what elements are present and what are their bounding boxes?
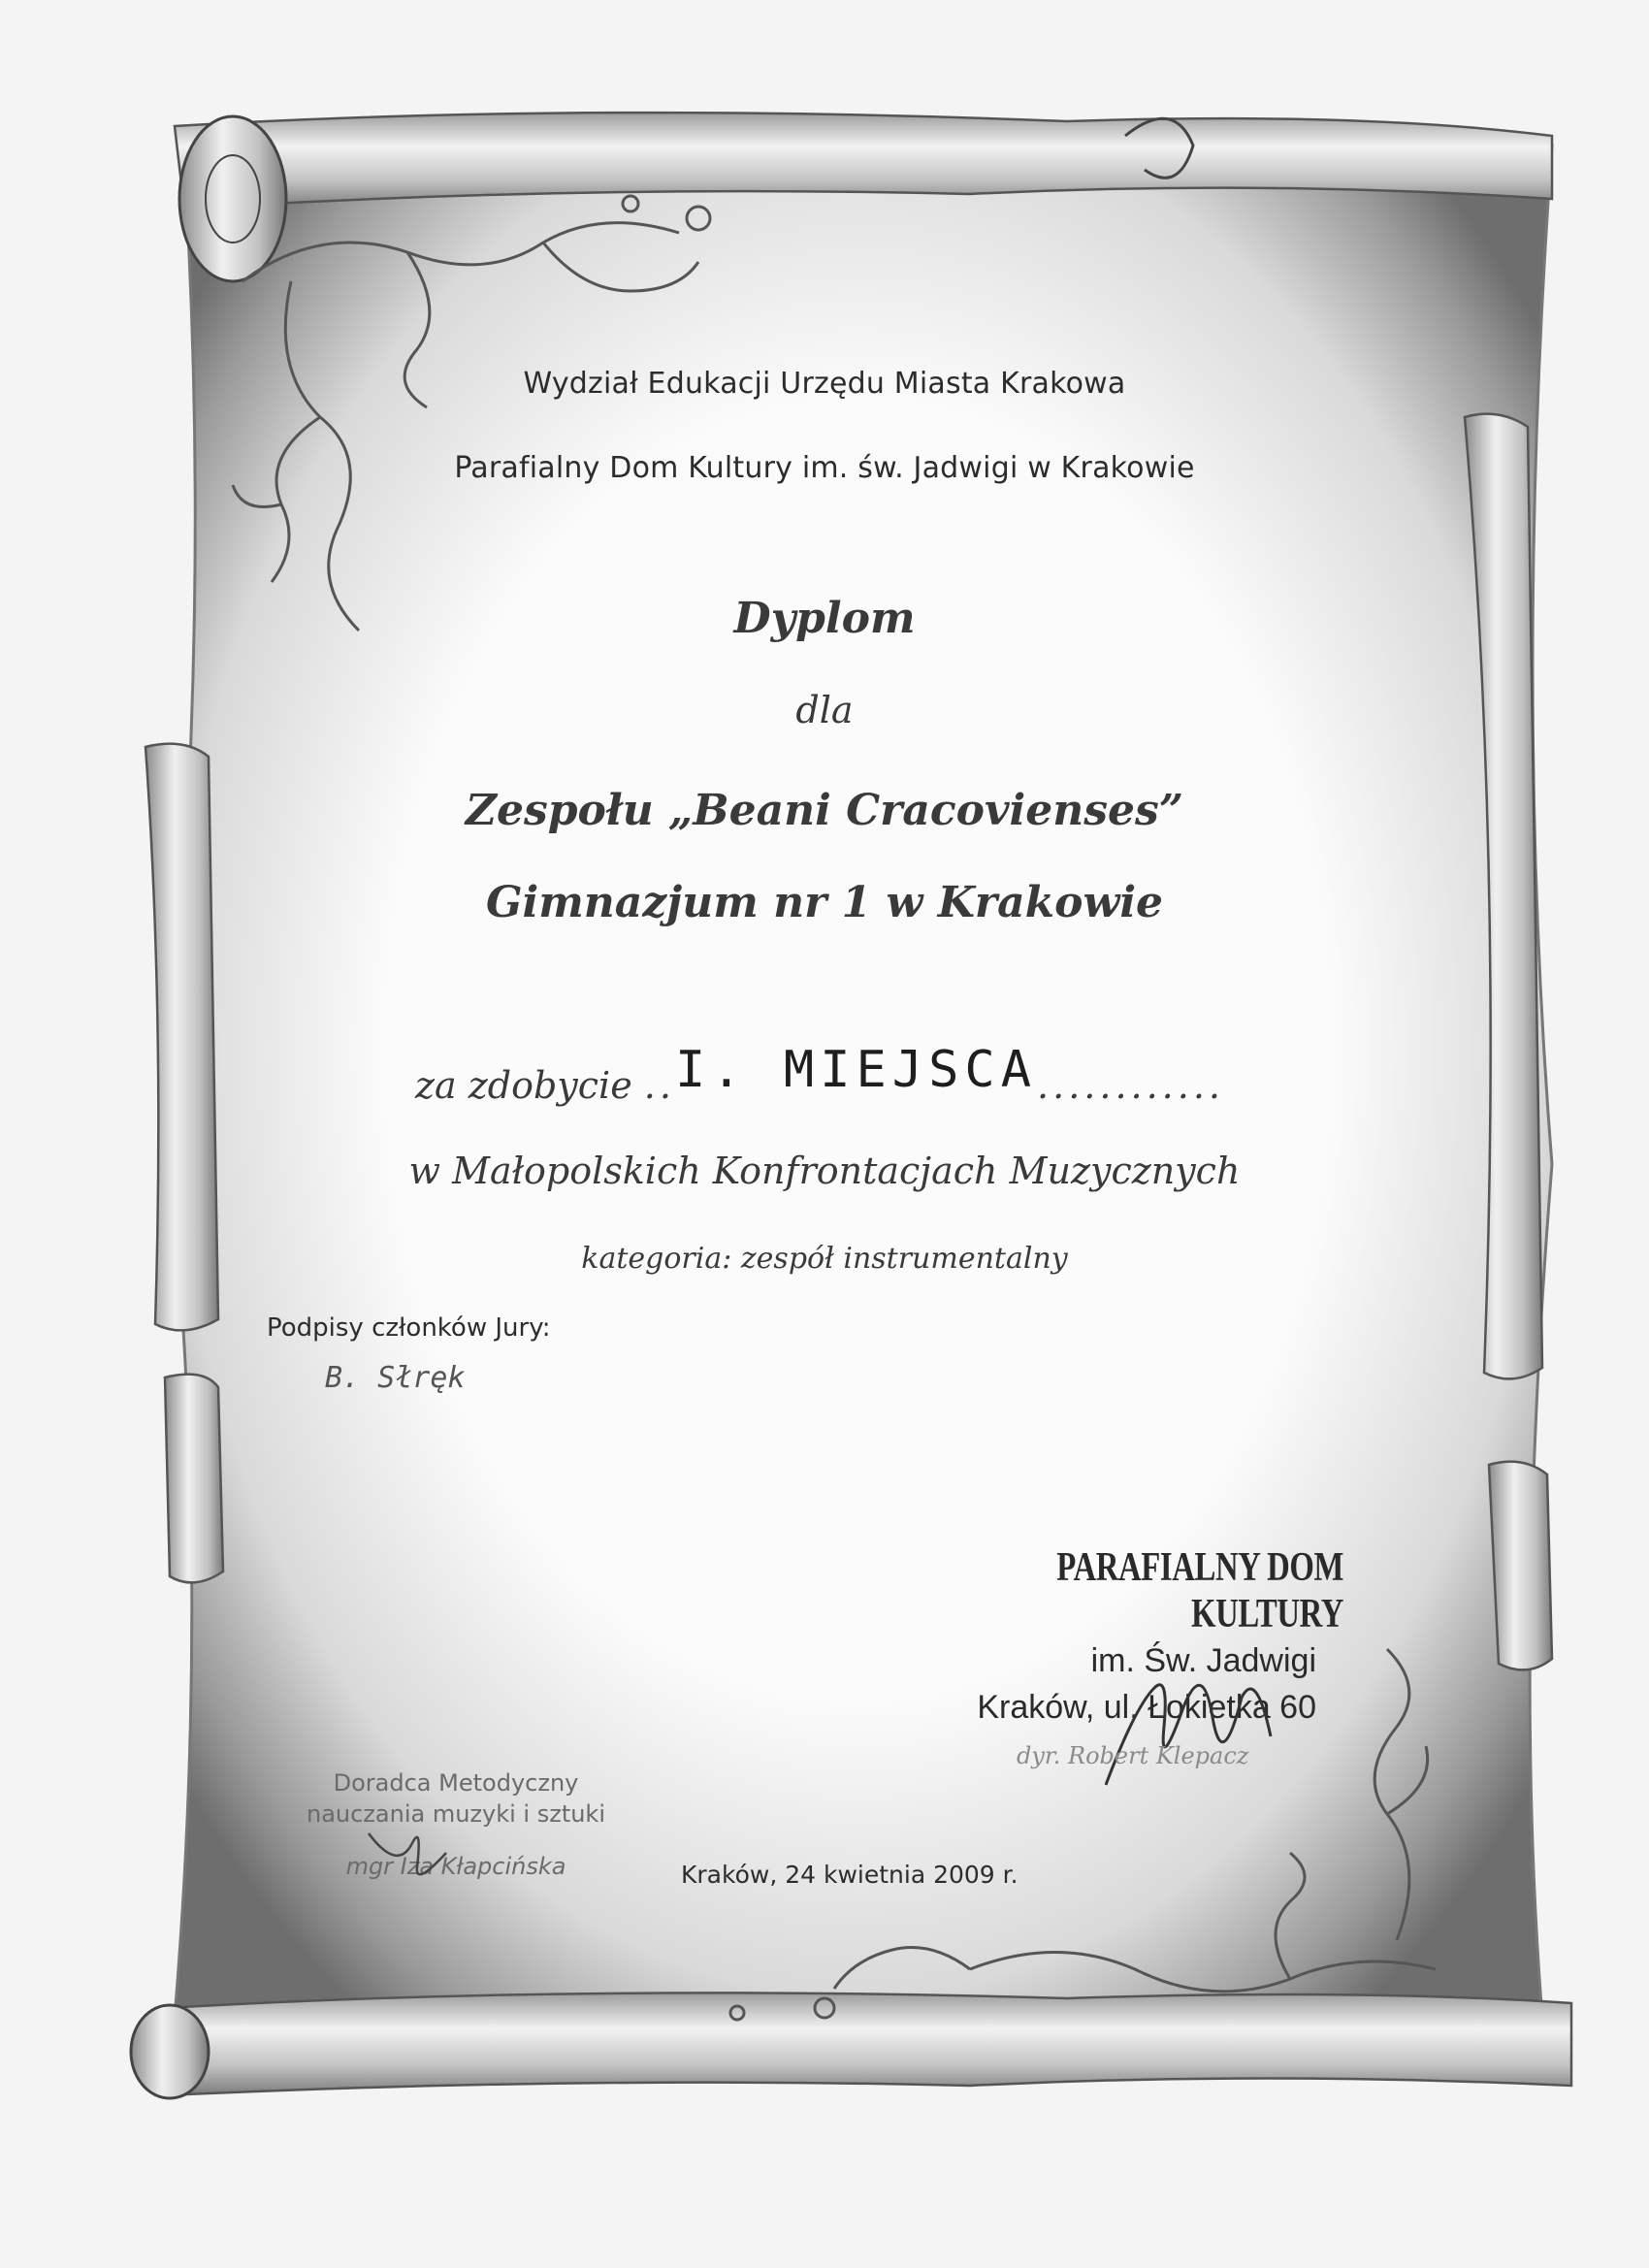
director-signature-scribble [1077, 1649, 1290, 1804]
header-line-1: Wydział Edukacji Urzędu Miasta Krakowa [523, 367, 1126, 401]
award-dots-before: .. [643, 1064, 675, 1107]
award-prefix: za zdobycie [415, 1064, 632, 1107]
group-name: Zespołu „Beani Cracovienses” [465, 786, 1184, 835]
award-line [0, 1041, 1644, 1111]
school-name: Gimnazjum nr 1 w Krakowie [485, 878, 1164, 927]
category: kategoria: zespół instrumentalny [581, 1242, 1068, 1276]
award-dots-after: ............ [1037, 1064, 1224, 1107]
diploma-title: Dyplom [733, 594, 916, 643]
competition-name: w Małopolskich Konfrontacjach Muzycznych [408, 1150, 1241, 1192]
stamp-title: PARAFIALNY DOM KULTURY [1056, 1545, 1343, 1636]
header-line-2: Parafialny Dom Kultury im. św. Jadwigi w Krakowie [454, 451, 1195, 485]
advisor-line-2: nauczania muzyki i sztuki [306, 1800, 605, 1828]
director-name: dyr. Robert Klepacz [1017, 1742, 1249, 1769]
diploma-for: dla [795, 689, 854, 731]
advisor-signature-scribble [359, 1814, 466, 1892]
issue-date: Kraków, 24 kwietnia 2009 r. [681, 1861, 1018, 1889]
bottom-left-roll-end [131, 2005, 209, 2098]
stamp-line-2: Kraków, ul. Łokietka 60 [977, 1689, 1316, 1726]
stamp-line-1: im. Św. Jadwigi [1090, 1642, 1316, 1679]
jury-label: Podpisy członków Jury: [267, 1313, 551, 1343]
top-left-roll-end [179, 116, 286, 281]
bottom-scroll-roll [165, 1993, 1571, 2095]
advisor-line-1: Doradca Metodyczny [333, 1769, 579, 1797]
advisor-name: mgr Iza Kłapcińska [345, 1853, 566, 1880]
award-value: I. MIEJSCA [674, 1041, 1038, 1099]
jury-signature: B. Słręk [325, 1361, 466, 1395]
